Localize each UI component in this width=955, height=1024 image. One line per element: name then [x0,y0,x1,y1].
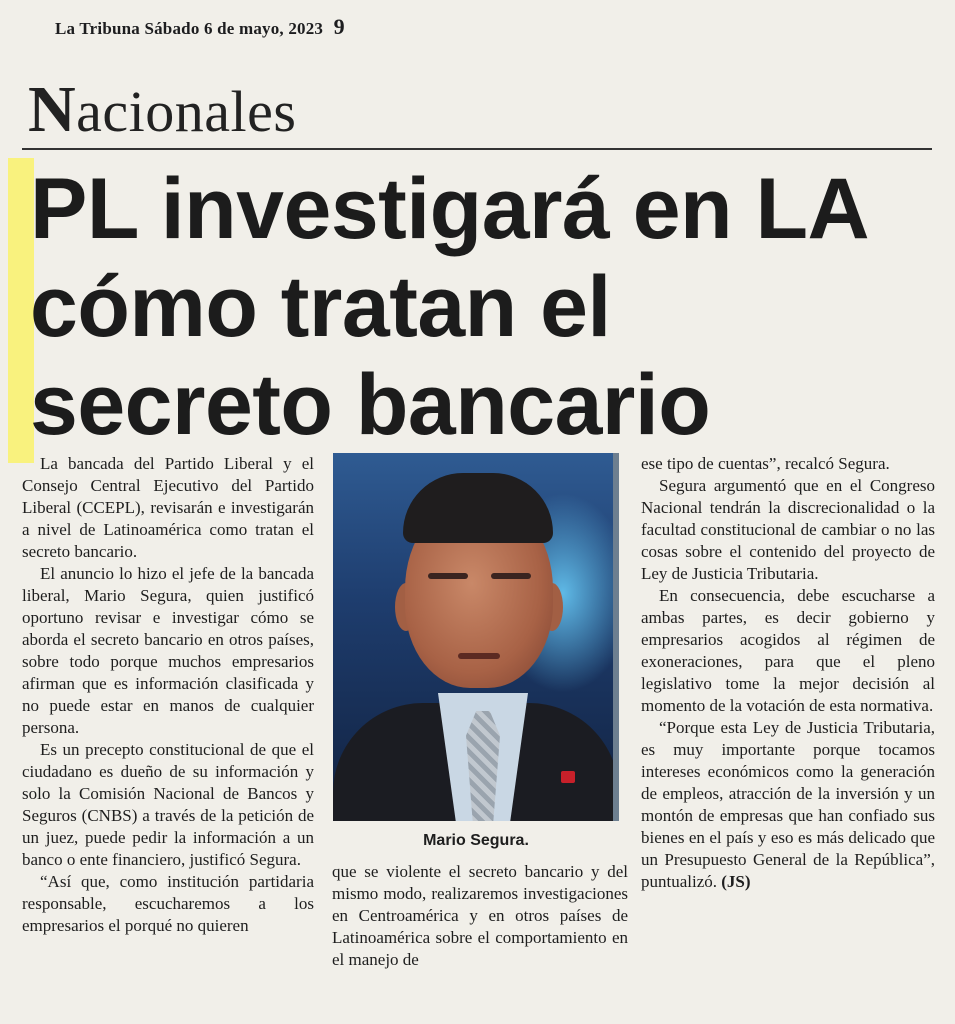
paragraph-text: “Porque esta Ley de Justicia Tributaria, es muy importante porque tocamos intereses económicos como la generación de empleos, atracción de la inversión y un montón de empresas que han confiado sus bienes en el país y eso es más delicado que un Presupuesto General de la República”, puntualizó. [641,718,935,891]
hair [403,473,553,543]
paragraph: Segura argumentó que en el Congreso Nacional tendrán la discrecionalidad o la facultad constitucional de cambiar o no las cosas sobre el contenido del proyecto de Ley de Justicia Tributaria. [641,476,935,583]
lapel-pin [561,771,575,783]
body-column-left [22,453,314,937]
photo-caption: Mario Segura. [423,832,529,849]
paragraph: La bancada del Partido Liberal y el Consejo Central Ejecutivo del Partido Liberal (CCEPL), revisarán e investigarán a nivel de Latinoamérica como tratan el secreto bancario. [22,454,314,561]
paragraph: que se violente el secreto bancario y del mismo modo, realizaremos investigaciones en Centroamérica y en otros países de Latinoamérica sobre el comportamiento en el manejo de [332,862,628,969]
paragraph: Es un precepto constitucional de que el ciudadano es dueño de su información y solo la Comisión Nacional de Bancos y Seguros (CNBS) a través de la petición de un juez, puede pedir la información a un banco o ente financiero, justificó Segura. [22,740,314,869]
issue-date: Sábado 6 de mayo, 2023 [144,19,324,38]
paragraph: En consecuencia, debe escucharse a ambas partes, es decir gobierno y empresarios acogidos al régimen de exoneraciones, para que el pleno legislativo tome la mejor decisión al momento de la votación de esta normativa. [641,586,935,715]
article-headline: PL investigará en LA cómo tratan el secreto bancario [30,161,866,453]
section-rule [22,148,932,150]
section-initial: N [28,73,77,146]
page-folio [55,14,345,40]
body-column-middle [332,861,628,971]
body-column-right [641,453,935,893]
paragraph: El anuncio lo hizo el jefe de la bancada liberal, Mario Segura, quien justificó oportuno revisar e investigar cómo se aborda el secreto bancario en otros países, sobre todo porque muchos empresarios afirman que es información clasificada y no puede estar en manos de cualquier persona. [22,564,314,737]
section-title [28,72,296,148]
paragraph: ese tipo de cuentas”, recalcó Segura. [641,454,890,473]
section-title-rest: acionales [76,79,297,144]
author-byline: (JS) [721,872,751,891]
paragraph: “Así que, como institución partidaria responsable, escucharemos a los empresarios el porqué no quieren [22,872,314,935]
page-number: 9 [333,14,345,39]
portrait-photo [333,453,619,821]
paper-name: La Tribuna [55,19,140,38]
paragraph [641,717,935,893]
